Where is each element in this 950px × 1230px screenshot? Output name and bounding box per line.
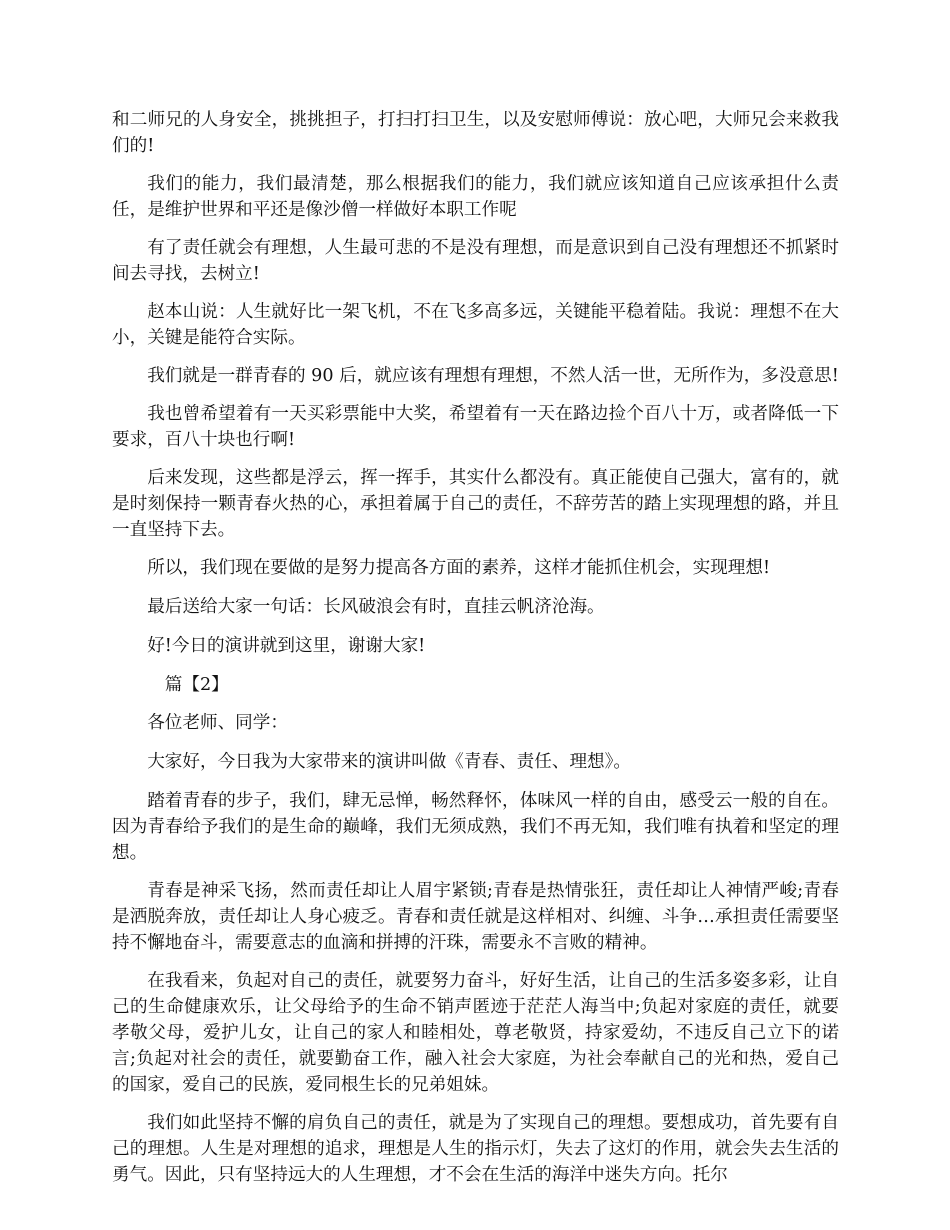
paragraph-continuation: 和二师兄的人身安全，挑挑担子，打扫打扫卫生，以及安慰师傅说：放心吧，大师兄会来救我们的! [112, 110, 839, 156]
paragraph: 我也曾希望着有一天买彩票能中大奖，希望着有一天在路边捡个百八十万，或者降低一下要求，百八十块也行啊! [112, 404, 839, 450]
document-page [112, 107, 839, 1200]
paragraph: 赵本山说：人生就好比一架飞机，不在飞多高多远，关键能平稳着陆。我说：理想不在大小，关键是能符合实际。 [112, 302, 839, 348]
paragraph: 我们就是一群青春的 90 后，就应该有理想有理想，不然人活一世，无所作为，多没意思! [147, 366, 839, 386]
paragraph: 在我看来，负起对自己的责任，就要努力奋斗，好好生活，让自己的生活多姿多彩，让自己的生命健康欢乐，让父母给予的生命不销声匿迹于茫茫人海当中;负起对家庭的责任，就要孝敬父母，爱护儿女，让自己的家人和睦相处，尊老敬贤，持家爱幼，不违反自己立下的诺言;负起对社会的责任，就要勤奋工作，融入社会大家庭，为社会奉献自己的光和热，爱自己的国家，爱自己的民族，爱同根生长的兄弟姐妹。 [112, 971, 839, 1095]
paragraph: 大家好，今日我为大家带来的演讲叫做《青春、责任、理想》。 [147, 752, 632, 772]
paragraph: 有了责任就会有理想，人生最可悲的不是没有理想，而是意识到自己没有理想还不抓紧时间去寻找，去树立! [112, 238, 839, 284]
paragraph: 青春是神采飞扬，然而责任却让人眉宇紧锁;青春是热情张狂，责任却让人神情严峻;青春是洒脱奔放，责任却让人身心疲乏。青春和责任就是这样相对、纠缠、斗争…承担责任需要坚持不懈地奋斗，需要意志的血滴和拼搏的汗珠，需要永不言败的精神。 [112, 881, 839, 953]
section-heading: 篇【2】 [164, 675, 229, 695]
paragraph: 好!今日的演讲就到这里，谢谢大家! [147, 636, 426, 656]
paragraph: 后来发现，这些都是浮云，挥一挥手，其实什么都没有。真正能使自己强大，富有的，就是时刻保持一颗青春火热的心，承担着属于自己的责任，不辞劳苦的踏上实现理想的路，并且一直坚持下去。 [112, 468, 839, 540]
paragraph: 我们如此坚持不懈的肩负自己的责任，就是为了实现自己的理想。要想成功，首先要有自己的理想。人生是对理想的追求，理想是人生的指示灯，失去了这灯的作用，就会失去生活的勇气。因此，只有坚持远大的人生理想，才不会在生活的海洋中迷失方向。托尔 [112, 1113, 839, 1185]
salutation: 各位老师、同学： [147, 713, 288, 733]
paragraph: 踏着青春的步子，我们，肆无忌惮，畅然释怀，体味风一样的自由，感受云一般的自在。因为青春给予我们的是生命的巅峰，我们无须成熟，我们不再无知，我们唯有执着和坚定的理想。 [112, 791, 839, 863]
paragraph: 最后送给大家一句话：长风破浪会有时，直挂云帆济沧海。 [147, 597, 605, 617]
paragraph: 所以，我们现在要做的是努力提高各方面的素养，这样才能抓住机会，实现理想! [147, 558, 771, 578]
paragraph: 我们的能力，我们最清楚，那么根据我们的能力，我们就应该知道自己应该承担什么责任，是维护世界和平还是像沙僧一样做好本职工作呢 [112, 174, 839, 220]
